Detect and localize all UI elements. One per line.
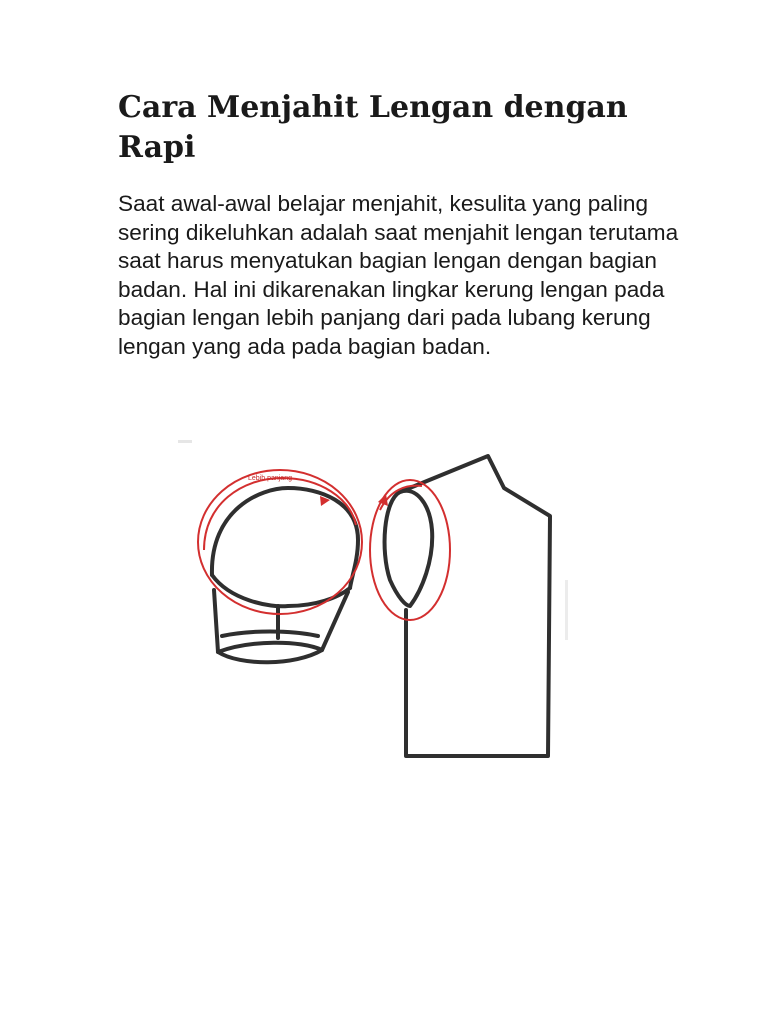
sleeve-hem — [218, 643, 322, 663]
sleeve-cap-outline — [212, 488, 358, 588]
sleeve-pattern-illustration — [170, 430, 600, 790]
page-title: Cara Menjahit Lengan dengan Rapi — [118, 90, 628, 165]
pattern-diagram — [170, 430, 600, 790]
scan-smudge — [178, 440, 192, 443]
scan-smudge — [565, 580, 568, 640]
sleeve-inner-line — [222, 632, 318, 637]
armhole-outline — [385, 491, 433, 606]
body-paragraph: Saat awal-awal belajar menjahit, kesulita yang paling sering dikeluhkan adalah saat menjahit lengan terutama saat harus menyatukan bagian lengan dengan bagian badan. Hal ini dikarenakan lingkar kerung lengan pada bagian lengan lebih panjang dari pada lubang kerung lengan yang ada pada bagian badan. — [118, 191, 679, 359]
sleeve-highlight — [198, 470, 362, 614]
sleeve-highlight-circle — [198, 470, 362, 614]
sleeve-left-side — [214, 590, 218, 652]
annotation-label: Lebih panjang — [248, 475, 292, 482]
bodice-piece — [385, 456, 550, 756]
sleeve-piece — [212, 488, 358, 662]
